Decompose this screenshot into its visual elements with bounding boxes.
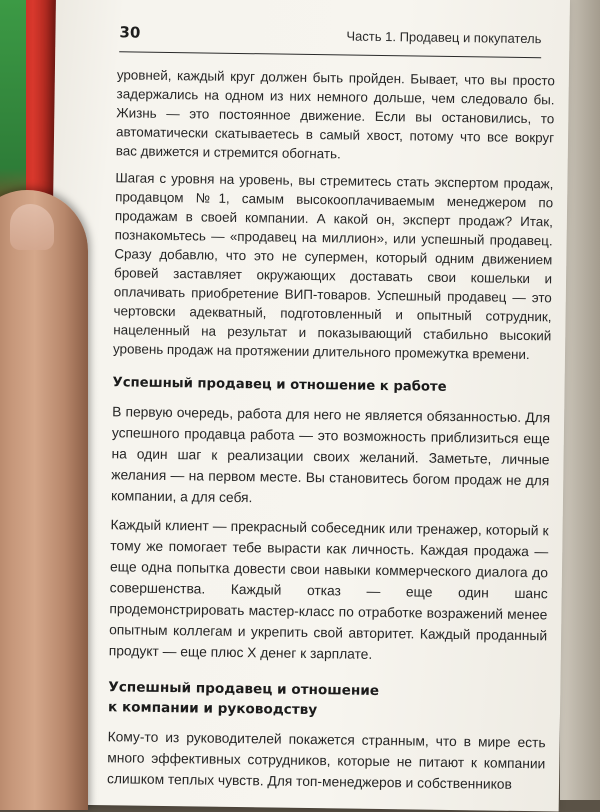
- section-heading-company-line1: Успешный продавец и отношение: [108, 679, 380, 699]
- section-heading-company: [108, 677, 547, 723]
- paragraph-4: Каждый клиент — прекрасный собеседник или тренажер, который к тому же помогает тебе вырасти как личность. Каждая продажа — еще одна попытка довести свои навыки коммерческого диалога до совершенства. Каждый отказ — еще один шанс продемонстрировать мастер-класс по отработке возражений менее опытным коллегам и укрепить свой авторитет. Каждый проданный продукт — еще плюс X денег к зарплате.: [108, 517, 549, 662]
- book-page: [45, 0, 570, 812]
- section-heading-work: Успешный продавец и отношение к работе: [112, 375, 447, 395]
- paragraph-5: Кому-то из руководителей покажется странным, что в мире есть много эффективных сотрудников, которые не питают к компании слишком теплых чувств. Для топ-менеджеров и собственников: [106, 729, 546, 792]
- page-header: [119, 21, 541, 58]
- paragraph-2: Шагая с уровня на уровень, вы стремитесь стать экспертом продаж, продавцом №1, самым высокооплачиваемым менеджером по продажам в своей компании. А какой он, эксперт продаж? Итак, познакомьтесь — «продавец на миллион», или успешный продавец. Сразу добавлю, что это не супермен, который одним движением бровей заставляет окружающих доставать свои кошельки и оплачивать приобретение ВИП-товаров. Успешный продавец — это чертовски адекватный, подготовленный и опытный сотрудник, нацеленный на результат и показывающий стабильно высокий уровень продаж на протяжении длительного промежутка времени.: [112, 170, 554, 363]
- thumb: [0, 190, 88, 810]
- running-title: Часть 1. Продавец и покупатель: [346, 28, 542, 47]
- paragraph-1: уровней, каждый круг должен быть пройден. Бывает, что вы просто задержались на одном из них немного дольше, чем следовало бы. Жизнь — это постоянное движение. Если вы остановились, то автоматически скатываетесь в самый хвост, потому что все вокруг вас движется и стремится обогнать.: [115, 67, 555, 162]
- section-heading-company-line2: к компании и руководству: [107, 699, 318, 719]
- thumbnail-nail: [10, 204, 54, 250]
- page-number: 30: [119, 23, 141, 42]
- page-content: [107, 65, 555, 803]
- paragraph-3: В первую очередь, работа для него не является обязанностью. Для успешного продавца работа — это возможность приблизиться еще на один шаг к реализации своих желаний. Заметьте, личные желания — на первом месте. Вы становитесь богом продаж не для компании, а для себя.: [110, 404, 551, 506]
